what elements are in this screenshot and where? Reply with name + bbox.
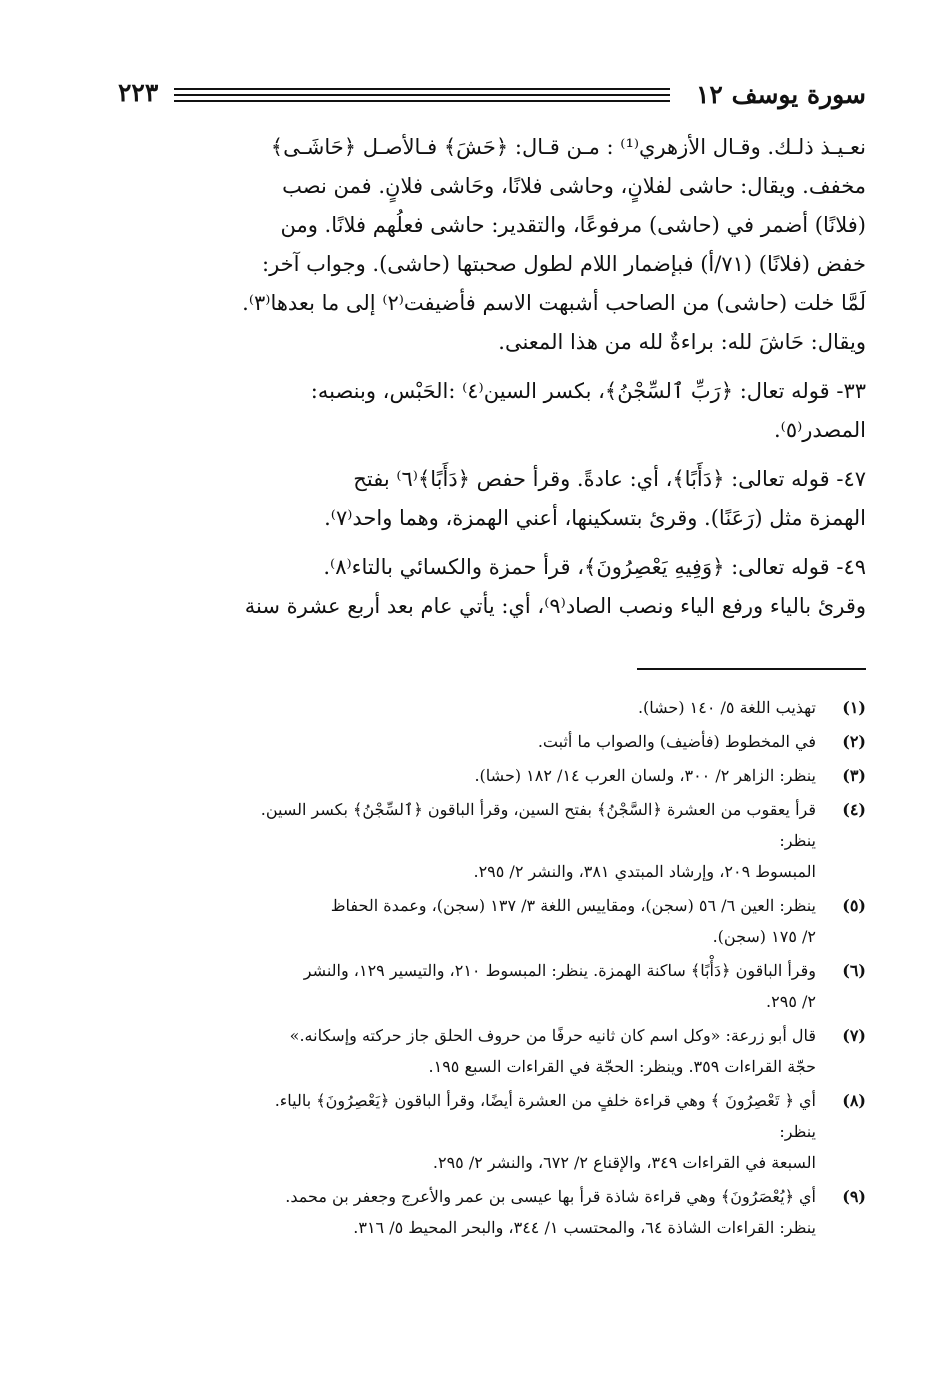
footnote bbox=[118, 726, 866, 757]
body-line: ٤٧- قوله تعالى: ﴿دَأَبًا﴾، أي: عادةً. وقرأ حفص ﴿دَأَبًا﴾⁽٦⁾ بفتح bbox=[353, 467, 866, 491]
footnote bbox=[118, 760, 866, 791]
header-rule bbox=[174, 94, 670, 96]
body-line: نعـيـذ ذلـك. وقـال الأزهري⁽¹⁾ : مـن قـال: ﴿حَشَ﴾ فـالأصـل ﴿حَاشَـى﴾ bbox=[270, 135, 866, 159]
footnote-text: تهذيب اللغة ٥/ ١٤٠ (حشا). bbox=[637, 698, 816, 717]
footnote-number: (٤) bbox=[842, 800, 866, 819]
paragraph-gap bbox=[118, 538, 866, 548]
footnote bbox=[118, 1181, 866, 1243]
surah-title: سورة يوسف ١٢ bbox=[696, 80, 866, 109]
footnote-text: أي ﴿ تَعْصِرُونَ ﴾ وهي قراءة خلفٍ من العشرة أيضًا، وقرأ الباقون ﴿يَعْصِرُونَ﴾ بالياء. bbox=[274, 1091, 816, 1110]
footnote-text: السبعة في القراءات ٣٤٩، والإقناع ٢/ ٦٧٢، والنشر ٢/ ٢٩٥. bbox=[432, 1153, 816, 1172]
paragraph-gap bbox=[118, 450, 866, 460]
page-number: ٢٢٣ bbox=[118, 78, 159, 107]
header-rule bbox=[174, 88, 670, 90]
body-line: مخفف. ويقال: حاشى لفلانٍ، وحاشى فلانًا، وحَاشى فلانٍ. فمن نصب bbox=[282, 174, 866, 198]
footnotes bbox=[118, 692, 866, 1246]
body-line: خفض (فلانًا) (٧١/أ) فبإضمار اللام لطول صحبتها (حاشى). وجواب آخر: bbox=[262, 252, 866, 276]
body-line: الهمزة مثل (رَعَنًا). وقرئ بتسكينها، أعني الهمزة، وهما واحد⁽٧⁾. bbox=[324, 506, 866, 530]
footnote bbox=[118, 794, 866, 887]
body-line: ويقال: حَاشَ لله: براءةٌ لله من هذا المعنى. bbox=[498, 330, 866, 354]
body-line: وقرئ بالياء ورفع الياء ونصب الصاد⁽٩⁾، أي: يأتي عام بعد أربع عشرة سنة bbox=[244, 594, 866, 618]
body-line: لَمَّا خلت (حاشى) من الصاحب أشبهت الاسم فأضيفت⁽٢⁾ إلى ما بعدها⁽٣⁾. bbox=[242, 291, 866, 315]
body-line: (فلانًا) أضمر في (حاشى) مرفوعًا، والتقدير: حاشى فعلُهم فلانًا. ومن bbox=[280, 213, 866, 237]
footnote-text: أي ﴿يُعْصَرُونَ﴾ وهي قراءة شاذة قرأ بها عيسى بن عمر والأعرج وجعفر بن محمد. bbox=[285, 1187, 816, 1206]
footnote-text: ينظر: العين ٦/ ٥٦ (سجن)، ومقاييس اللغة ٣/ ١٣٧ (سجن)، وعمدة الحفاظ bbox=[330, 896, 816, 915]
footnote-number: (٣) bbox=[842, 766, 866, 785]
footnote bbox=[118, 955, 866, 1017]
body-line: ٤٩- قوله تعالى: ﴿وَفِيهِ يَعْصِرُونَ﴾، قرأ حمزة والكسائي بالتاء⁽٨⁾. bbox=[323, 555, 866, 579]
footnote bbox=[118, 1020, 866, 1082]
page-header bbox=[118, 62, 866, 114]
header-rule bbox=[174, 100, 670, 102]
footnote-text: ٢/ ١٧٥ (سجن). bbox=[712, 927, 816, 946]
footnote-text: ينظر: bbox=[779, 831, 816, 850]
footnote-text: قرأ يعقوب من العشرة ﴿السَّجْنُ﴾ بفتح السين، وقرأ الباقون ﴿ٱلسِّجْنُ﴾ بكسر السين. bbox=[260, 800, 816, 819]
footnote-text: المبسوط ٢٠٩، وإرشاد المبتدي ٣٨١، والنشر ٢/ ٢٩٥. bbox=[473, 862, 816, 881]
footnote-text: قال أبو زرعة: «وكل اسم كان ثانيه حرفًا من حروف الحلق جاز حركته وإسكانه.» bbox=[289, 1026, 816, 1045]
footnote-number: (٧) bbox=[842, 1026, 866, 1045]
footnote bbox=[118, 1085, 866, 1178]
main-text bbox=[118, 128, 866, 626]
footnote-number: (٢) bbox=[842, 732, 866, 751]
body-line: المصدر⁽٥⁾. bbox=[773, 418, 866, 442]
footnote-text: في المخطوط (فأضيف) والصواب ما أثبت. bbox=[537, 732, 816, 751]
footnote-number: (٨) bbox=[842, 1091, 866, 1110]
footnote-number: (٦) bbox=[842, 961, 866, 980]
footnote-number: (٥) bbox=[842, 896, 866, 915]
footnote bbox=[118, 890, 866, 952]
body-line: ٣٣- قوله تعال: ﴿رَبِّ ٱلسِّجْنُ﴾، بكسر السين⁽٤⁾ :الحَبْس، وبنصبه: bbox=[310, 379, 866, 403]
footnote-text: حجّة القراءات ٣٥٩. وينظر: الحجّة في القراءات السبع ١٩٥. bbox=[428, 1057, 816, 1076]
footnote-text: ينظر: القراءات الشاذة ٦٤، والمحتسب ١/ ٣٤٤، والبحر المحيط ٥/ ٣١٦. bbox=[353, 1218, 816, 1237]
footnote-text: ينظر: bbox=[779, 1122, 816, 1141]
paragraph-gap bbox=[118, 362, 866, 372]
footnote-text: وقرأ الباقون ﴿دَأْبًا﴾ ساكنة الهمزة. ينظر: المبسوط ٢١٠، والتيسير ١٢٩، والنشر bbox=[303, 961, 816, 980]
footnote-text: ينظر: الزاهر ٢/ ٣٠٠، ولسان العرب ١٤/ ١٨٢ (حشا). bbox=[474, 766, 816, 785]
footnote-number: (١) bbox=[842, 698, 866, 717]
footnote bbox=[118, 692, 866, 723]
footnote-separator bbox=[637, 668, 866, 670]
footnote-text: ٢/ ٢٩٥. bbox=[766, 992, 816, 1011]
footnote-number: (٩) bbox=[842, 1187, 866, 1206]
